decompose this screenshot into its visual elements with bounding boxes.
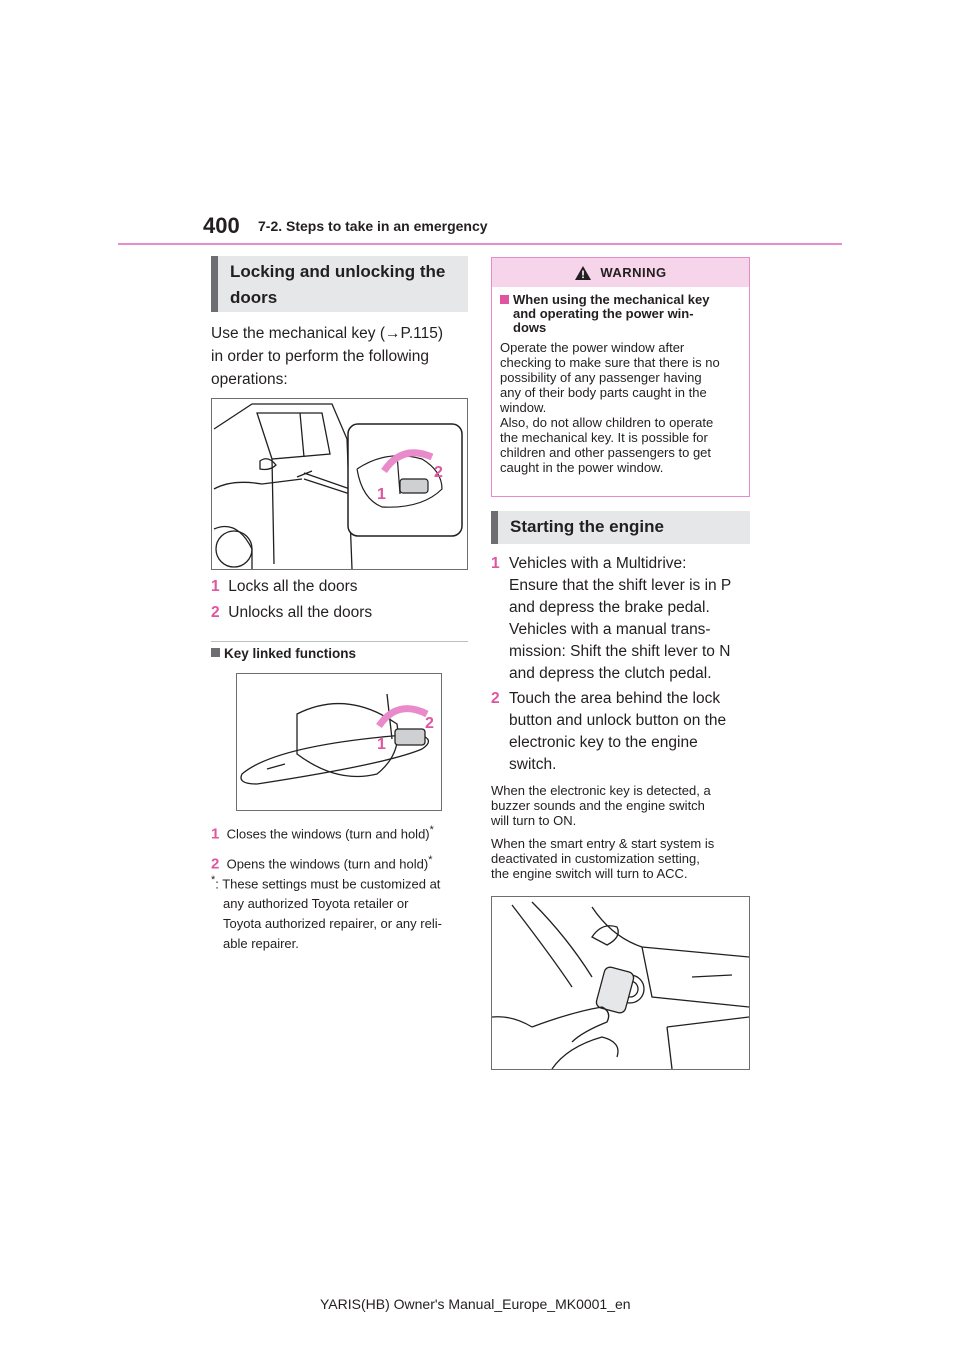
engine-note-1 [491,783,753,828]
step-line: and depress the brake pedal. [509,599,710,616]
warning-title-line: and operating the power win- [513,306,694,321]
subsection-title [211,646,356,661]
step-line: mission: Shift the shift lever to N [509,643,731,660]
sub-step-item [211,822,434,842]
step-line: and depress the clutch pedal. [509,665,712,682]
step-number: 1 [491,555,500,572]
engine-switch-illustration [491,896,750,1070]
step-line: switch. [509,756,557,773]
section-title-starting: Starting the engine [491,511,750,544]
warning-body-line: children and other passengers to get [500,445,712,460]
step-item [211,601,372,624]
engine-step-1 [491,553,753,685]
note-line: When the electronic key is detected, a [491,783,711,798]
footnote-line: able repairer. [223,936,299,952]
engine-note-2 [491,836,753,881]
engine-switch-drawing [492,897,749,1069]
intro-line: operations: [211,371,288,388]
chapter-title: 7-2. Steps to take in an emergency [258,218,488,234]
warning-title-line: dows [513,320,547,335]
note-line: deactivated in customization setting, [491,851,700,866]
label-2: 2 [434,464,443,481]
step-text: Unlocks all the doors [228,604,373,621]
footnote-mark: * [211,874,216,886]
warning-header [492,258,749,287]
step-line: Ensure that the shift lever is in P [509,577,732,594]
warning-title [500,293,741,335]
warning-body-line: the mechanical key. It is possible for [500,430,708,445]
step-number: 1 [211,825,220,843]
step-line: Vehicles with a Multidrive: [509,555,687,572]
step-list [211,575,372,624]
intro-line: Use the mechanical key (→P.115) [211,325,444,342]
sub-step-list [211,822,434,873]
warning-body-line: any of their body parts caught in the [500,385,707,400]
footnote-line [211,870,473,894]
note-line: will turn to ON. [491,813,577,828]
footnote-text: : These settings must be customized at [215,876,441,892]
door-lock-illustration [211,398,468,570]
door-handle-illustration [236,673,442,811]
header-rule [118,243,842,245]
step-line: Touch the area behind the lock [509,690,721,707]
sub-step-text: Opens the windows (turn and hold) [226,856,429,872]
door-handle-drawing [237,674,441,810]
footnote-mark: * [429,824,434,836]
engine-step-2 [491,688,753,776]
warning-body-line: window. [500,400,547,415]
warning-title-line: When using the mechanical key [513,292,710,307]
step-number: 2 [491,690,500,707]
footnote-line: any authorized Toyota retailer or [223,896,409,912]
subsection-title-text: Key linked functions [224,646,357,661]
warning-content [492,287,749,475]
step-line: Vehicles with a manual trans- [509,621,711,638]
warning-body-line: possibility of any passenger having [500,370,702,385]
step-text: Locks all the doors [228,578,358,595]
step-item [211,575,372,598]
divider [211,641,468,642]
warning-box [491,257,750,497]
bullet-square-icon [500,295,509,304]
step-number: 2 [211,855,220,873]
warning-triangle-icon [574,265,592,281]
section-title-locking: Locking and unlocking the doors [211,256,468,312]
footer-text: YARIS(HB) Owner's Manual_Europe_MK0001_en [320,1296,631,1312]
step-line: electronic key to the engine [509,734,698,751]
warning-body-line: Operate the power window after [500,340,685,355]
intro-text [211,322,443,391]
bullet-square-icon [211,648,220,657]
step-number: 1 [211,578,220,595]
sub-step-text: Closes the windows (turn and hold) [226,826,430,842]
page-number: 400 [203,213,240,238]
step-line: button and unlock button on the [509,712,727,729]
note-line: When the smart entry & start system is [491,836,715,851]
car-door-drawing [212,399,467,569]
label-1: 1 [377,486,386,503]
label-1: 1 [377,736,386,753]
footnote-line: Toyota authorized repairer, or any reli- [223,916,442,932]
footnote [211,870,473,954]
intro-line: in order to perform the following [211,348,429,365]
warning-label: WARNING [600,265,667,280]
footnote-mark: * [428,854,433,867]
label-2: 2 [425,715,434,732]
note-line: the engine switch will turn to ACC. [491,866,688,881]
warning-body-line: caught in the power window. [500,460,664,475]
warning-body [500,340,741,475]
warning-body-line: Also, do not allow children to operate [500,415,714,430]
note-line: buzzer sounds and the engine switch [491,798,705,813]
step-number: 2 [211,604,220,621]
warning-body-line: checking to make sure that there is no [500,355,720,370]
